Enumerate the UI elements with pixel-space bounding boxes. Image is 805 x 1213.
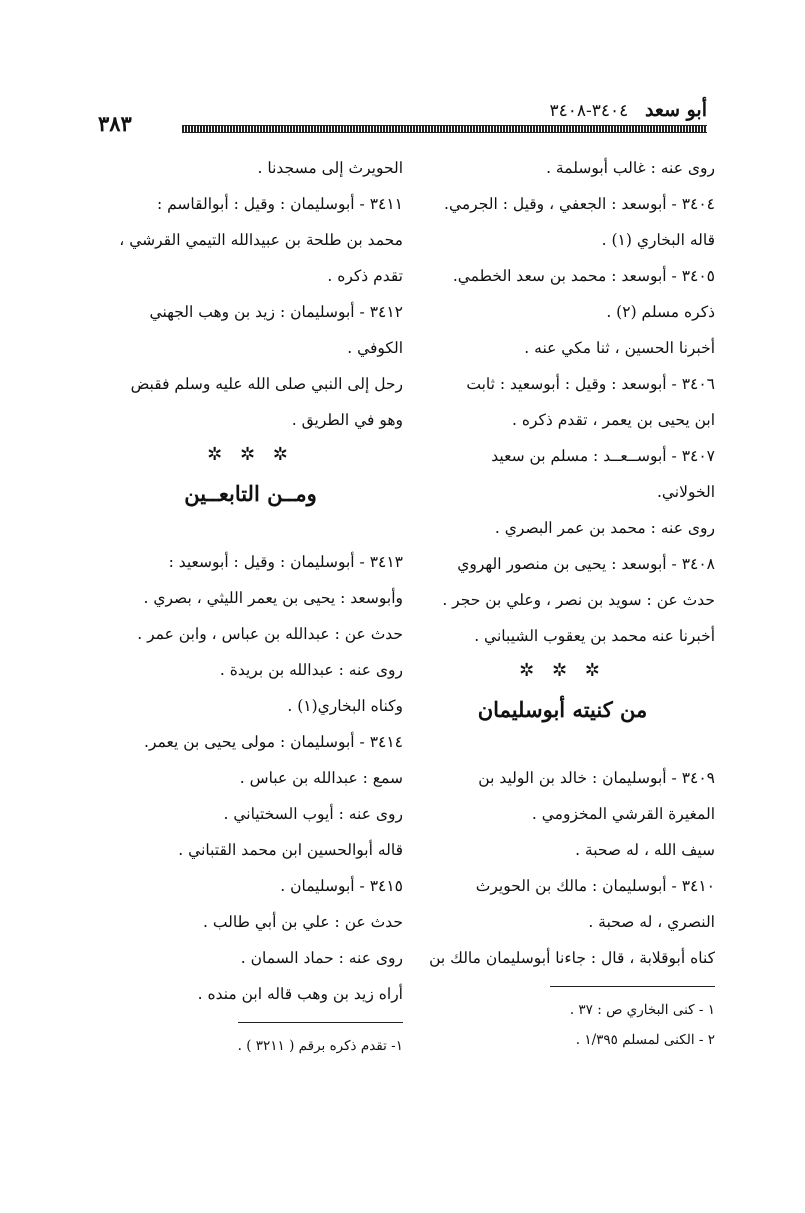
text-line: أراه زيد بن وهب قاله ابن منده . xyxy=(197,985,403,1003)
running-title-text: أبو سعد xyxy=(644,99,707,121)
text-line: النصري ، له صحبة . xyxy=(588,913,715,931)
text-line: ٣٤١٥ - أبوسليمان . xyxy=(280,877,403,895)
text-line: ابن يحيى بن يعمر ، تقدم ذكره . xyxy=(511,411,715,429)
text-line: الكوفي . xyxy=(347,339,403,357)
text-line: سمع : عبدالله بن عباس . xyxy=(239,769,403,787)
spacer xyxy=(98,516,403,544)
text-line: قاله أبوالحسين ابن محمد القتباني . xyxy=(178,841,403,859)
spacer xyxy=(410,732,715,760)
entry-range: ٣٤٠٤-٣٤٠٨ xyxy=(549,101,629,121)
text-line: ٣٤٠٥ - أبوسعد : محمد بن سعد الخطمي. xyxy=(452,267,715,285)
text-line: المغيرة القرشي المخزومي . xyxy=(531,805,715,823)
text-line: تقدم ذكره . xyxy=(327,267,403,285)
footnote-rule xyxy=(238,1022,403,1023)
text-line: حدث عن : علي بن أبي طالب . xyxy=(203,913,403,931)
text-line: ٣٤٠٩ - أبوسليمان : خالد بن الوليد بن xyxy=(478,769,715,787)
text-line: روى عنه : عبدالله بن بريدة . xyxy=(219,661,403,679)
section-heading: ومــن التابعــين xyxy=(184,481,317,506)
text-line: ٣٤١١ - أبوسليمان : وقيل : أبوالقاسم : xyxy=(156,195,403,213)
text-line: ٣٤٠٤ - أبوسعد : الجعفي ، وقيل : الجرمي. xyxy=(444,195,715,213)
left-column-entries-2 xyxy=(98,544,403,1012)
page-number: ٣٨٣ xyxy=(98,111,132,136)
text-line: أخبرنا عنه محمد بن يعقوب الشيباني . xyxy=(474,627,715,645)
text-line: قاله البخاري (١) . xyxy=(601,231,715,249)
text-line: روى عنه : غالب أبوسلمة . xyxy=(546,159,715,177)
text-line: ٣٤١٢ - أبوسليمان : زيد بن وهب الجهني xyxy=(149,303,403,321)
left-column xyxy=(98,150,403,1061)
text-line: روى عنه : حماد السمان . xyxy=(240,949,403,967)
text-line: سيف الله ، له صحبة . xyxy=(575,841,715,859)
section-heading: من كنيته أبوسليمان xyxy=(477,697,648,722)
text-line: أخبرنا الحسين ، ثنا مكي عنه . xyxy=(524,339,715,357)
section-divider-stars: ✲ ✲ ✲ xyxy=(519,660,606,681)
text-line: وأبوسعد : يحيى بن يعمر الليثي ، بصري . xyxy=(143,589,403,607)
footnote: ٢ - الكنى لمسلم ١/٣٩٥ . xyxy=(575,1032,715,1048)
text-line: وهو في الطريق . xyxy=(291,411,403,429)
text-line: روى عنه : أيوب السختياني . xyxy=(223,805,403,823)
running-title xyxy=(550,99,708,121)
text-line: روى عنه : محمد بن عمر البصري . xyxy=(494,519,715,537)
text-line: ٣٤١٤ - أبوسليمان : مولى يحيى بن يعمر. xyxy=(144,733,403,751)
text-line: ٣٤١٣ - أبوسليمان : وقيل : أبوسعيد : xyxy=(168,553,403,571)
text-line: ذكره مسلم (٢) . xyxy=(606,303,715,321)
text-line: ٣٤٠٨ - أبوسعد : يحيى بن منصور الهروي xyxy=(457,555,715,573)
header-rule xyxy=(182,125,707,133)
text-line: رحل إلى النبي صلى الله عليه وسلم فقبض xyxy=(130,375,403,393)
text-line: ٣٤٠٧ - أبوســعــد : مسلم بن سعيد xyxy=(491,447,715,465)
footnote: ١- تقدم ذكره برقم ( ٣٢١١ ) . xyxy=(237,1038,403,1054)
text-line: ٣٤١٠ - أبوسليمان : مالك بن الحويرث xyxy=(475,877,715,895)
right-column-footnotes xyxy=(410,995,715,1055)
right-column-entries-2 xyxy=(410,760,715,976)
right-column-entries xyxy=(410,150,715,654)
section-divider-stars: ✲ ✲ ✲ xyxy=(207,444,294,465)
page-header xyxy=(98,95,707,135)
right-column xyxy=(410,150,715,1055)
footnote-rule xyxy=(550,986,715,987)
text-line: ٣٤٠٦ - أبوسعد : وقيل : أبوسعيد : ثابت xyxy=(466,375,715,393)
left-column-entries xyxy=(98,150,403,438)
text-line: وكناه البخاري(١) . xyxy=(287,697,403,715)
text-line: حدث عن : سويد بن نصر ، وعلي بن حجر . xyxy=(442,591,715,609)
footnote: ١ - كنى البخاري ص : ٣٧ . xyxy=(569,1002,715,1018)
text-line: كناه أبوقلابة ، قال : جاءنا أبوسليمان مالك بن xyxy=(429,949,715,967)
text-line: الخولاني. xyxy=(656,483,715,501)
text-line: حدث عن : عبدالله بن عباس ، وابن عمر . xyxy=(137,625,403,643)
text-line: محمد بن طلحة بن عبيدالله التيمي القرشي ، xyxy=(119,231,403,249)
text-line: الحويرث إلى مسجدنا . xyxy=(257,159,403,177)
left-column-footnotes xyxy=(98,1031,403,1061)
